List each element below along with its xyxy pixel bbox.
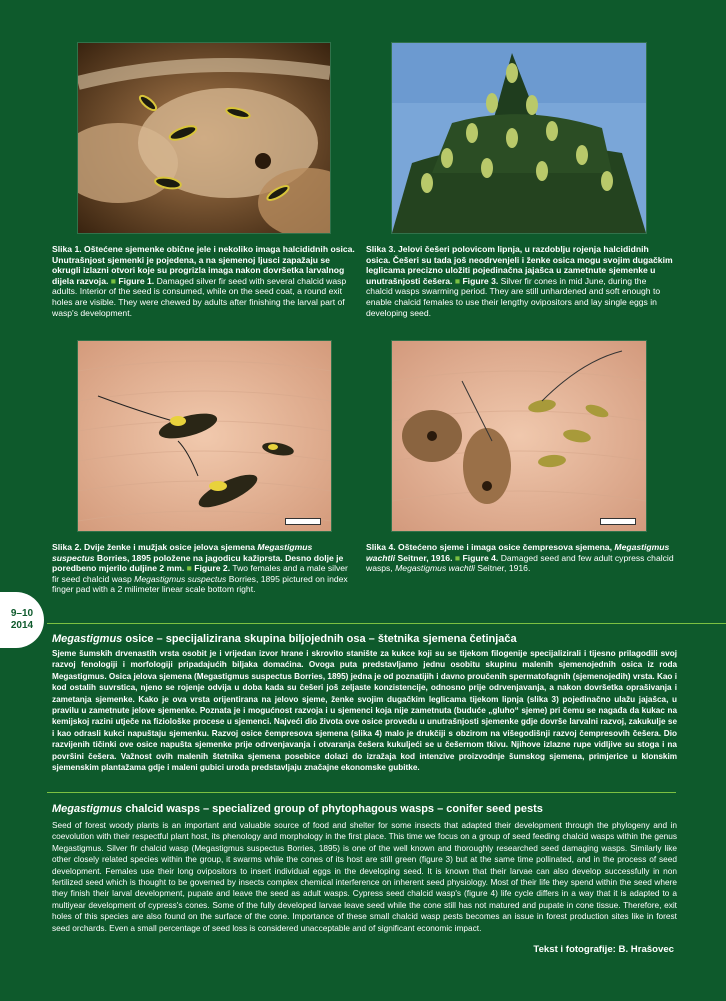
figure-4-label-en: Figure 4.	[462, 552, 499, 563]
figure-1-text-en: Damaged silver fir seed with several chalcid wasp adults. Interior of the seed is consumed, while on the seed coat, a round exit holes are visible. They were chewed by adults after finishing the larval part of wasp's development.	[52, 275, 347, 318]
figure-2-text-hr-a: Dvije ženke i mužjak osice jelova sjemena	[84, 542, 256, 552]
article-body-hr: Sjeme šumskih drvenastih vrsta osobit je i vrijedan izvor hrane i skrovito stanište za kukce koji su se tijekom filogenije specijalizirali i tijesno prilagodili svoj razvoj fenologiji i morfologiji pripadajućih biljaka domaćina. Ovoga puta predstavljamo jednu osobitu skupinu malenih sjemenojednih osica iz roda Megastigmus. Osica jelova sjemena (Megastigmus suspectus Borries, 1895) jedna je od poznatijih i davno proučenih spermatofagnih (sjemenojedih) vrsta. Kao i kod ostalih suvrstica, njeno se rojenje odvija u doba kada su češeri još zeljaste konzistencije, odnosno prije odrvenjavanja, a nakon dovršetka oprašivanja i zametanja sjemenke. Kako je ova vrsta orijentirana na jelovo sjeme, ženke svojim dugačkim leglicama tijekom lipnja (slika 3) pojedinačno ulažu jajašca, u pravilu u zametnute jelove sjemenke. Poznata je i mogućnost razvoja i u sjemenci koja nije zametnuta (buduće „gluho“ sjeme) pri čemu se nagađa da kukac na kemijskoj razini utječe na fiziološke procese u sjemenci. Najveći dio života ove osice provedu u unutrašnjosti sjemenke gdje dovrše larvalni razvoj, zakukulje se i kao odrasli kukci napuštaju sjemenku. Razvoj osice čempresova sjemena (slika 4) malo je drukčiji s obzirom na višegodišnji razvoj čempresovih češera. Dio razvijenih tičinki ove osice napušta sjemenke prije odrvenjavanja i otvaranja češera kukuljeći se u češernom tkivu. Njihove izlazne rupe vidljive su stoga i na površini češera. Važnost ovih malenih štetnika sjemena posebice dolazi do izražaja kod intenzive proizvodnje šumskog sjemena, primjerice u klonskim sjemenskim plantažama gdje i maleni gubici uroda predstavljaju značajne ekonomske gubitke.	[52, 649, 677, 773]
green-square-icon: ■	[186, 563, 192, 574]
figure-2-text-hr-b: Borries, 1895 položene na jagodicu kažiprsta. Desno dolje je poredbeno mjerilo duljine 2 mm.	[52, 552, 344, 574]
article-title-hr-genus: Megastigmus	[52, 633, 123, 645]
figure-3-caption	[366, 244, 674, 318]
article-title-hr	[52, 633, 517, 645]
figure-3-text-hr: Jelovi češeri polovicom lipnja, u razdoblju rojenja halcididnih osica. Češeri su tada još neodrvenjeli i ženke osica mogu svojim dugačkim leglicama precizno uložiti pojedinačna jajašca u zametnute sjemenke u unutrašnjosti češera.	[366, 244, 673, 286]
article-title-hr-rest: osice – specijalizirana skupina biljojednih osa – štetnika sjemena četinjača	[125, 633, 517, 645]
figure-2-text-en-a: Two females and a male silver fir seed chalcid wasp	[52, 563, 348, 584]
figure-4-text-en-b: Seitner, 1916.	[477, 563, 531, 574]
photo-credit: Tekst i fotografije: B. Hrašovec	[533, 944, 674, 955]
figure-1-photo	[77, 42, 331, 234]
section-divider	[47, 792, 676, 793]
figure-4-photo	[391, 340, 647, 532]
scale-bar	[285, 518, 321, 525]
figure-4-species-hr: Megastigmus wachtli	[366, 542, 670, 563]
figure-1-text-hr: Oštećene sjemenke obične jele i nekoliko imaga halcididnih osica. Unutrašnjost sjemenki je pojedena, a na sjemenoj ljusci zapažaju se okrugli izlazni otvori koje su progrizla imaga nakon dovršetka larvalnog dijela razvoja.	[52, 244, 355, 286]
issue-number: 9–10	[10, 608, 34, 619]
article-title-en-rest: chalcid wasps – specialized group of phytophagous wasps – conifer seed pests	[125, 803, 543, 815]
article-body-en: Seed of forest woody plants is an important and valuable source of food and shelter for some insects that adapted their development through the phylogeny and in coevolution with their respectful plant host, its phenology and morphology in the first place. This time we focus on a group of seed feeding chalcid wasps within the genus Megastigmus. Silver fir chalcid wasp (Megastigmus suspectus Borries, 1895) is one of the well known and thoroughly researched seed damaging wasps. Similarly like other closely related species within the group, it swarms while the cones of its host are still green (figure 3) but at the same time pollinated, and in the process of seed development. Females use their long ovipositors to insert individual eggs in the developing seed. It is known that their larvae can also develop successfully in non fertilized seed which is thought to be governed by insects complex chemical interference on inherent seed physiology. Most of their life they spend within the seed where they finish their larval development, pupate and leave the seed as adult wasps. Cypress seed chalcid wasp's (figure 4) life cycle differs in a way that it is adapted to a multiyear development of cypress's cones. Some of the fully developed larvae leave seed while the cone still has not matured and pupate in cone tissue. Therefore, exit holes of this species are also found on the surface of the cone. Importance of these small chalcid wasp pests becomes an issue in forest production sites like in forest seed orchards. Even a small percentage of seed loss is considered unacceptable and of significant economic impact.	[52, 820, 677, 933]
green-square-icon: ■	[110, 275, 116, 286]
issue-badge	[0, 592, 44, 648]
figure-2-text-en-b: Borries, 1895 pictured on index finger pad with a 2 milimeter linear scale bottom right.	[52, 573, 348, 595]
figure-3-label-en: Figure 3.	[462, 275, 499, 286]
figure-4-species-en: Megastigmus wachtli	[395, 563, 475, 574]
section-divider	[47, 623, 726, 624]
figure-1-label-en: Figure 1.	[118, 275, 155, 286]
article-title-en	[52, 803, 543, 815]
green-square-icon: ■	[454, 275, 461, 286]
figure-4-text-hr-a: Oštećeno sjeme i imaga osice čempresova sjemena,	[398, 542, 613, 552]
figure-4-text-en-a: Damaged seed and few adult cypress chalcid wasps,	[366, 552, 674, 574]
figure-3-text-en: Silver fir cones in mid June, during the chalcid wasps swarming period. They are still unhardened and soft enough to enable chalcid females to use their lengthy ovipositors and lay single eggs in developing seed.	[366, 275, 661, 318]
figure-2-caption	[52, 542, 357, 595]
figure-1-caption	[52, 244, 357, 318]
figure-4-label-hr: Slika 4.	[366, 542, 396, 552]
figure-2-species-en: Megastigmus suspectus	[134, 573, 227, 584]
figure-2-species-hr: Megastigmus suspectus	[52, 542, 313, 563]
figure-4-text-hr-b: Seitner, 1916.	[397, 552, 453, 563]
figure-2-photo	[77, 340, 332, 532]
issue-year: 2014	[10, 620, 34, 631]
scale-bar	[600, 518, 636, 525]
green-square-icon: ■	[454, 552, 461, 563]
figure-2-label-hr: Slika 2.	[52, 542, 82, 552]
figure-4-caption	[366, 542, 674, 574]
figure-2-label-en: Figure 2.	[194, 563, 231, 574]
figure-1-label-hr: Slika 1.	[52, 244, 82, 254]
figure-3-photo	[391, 42, 647, 234]
article-title-en-genus: Megastigmus	[52, 803, 123, 815]
figure-3-label-hr: Slika 3.	[366, 244, 396, 254]
